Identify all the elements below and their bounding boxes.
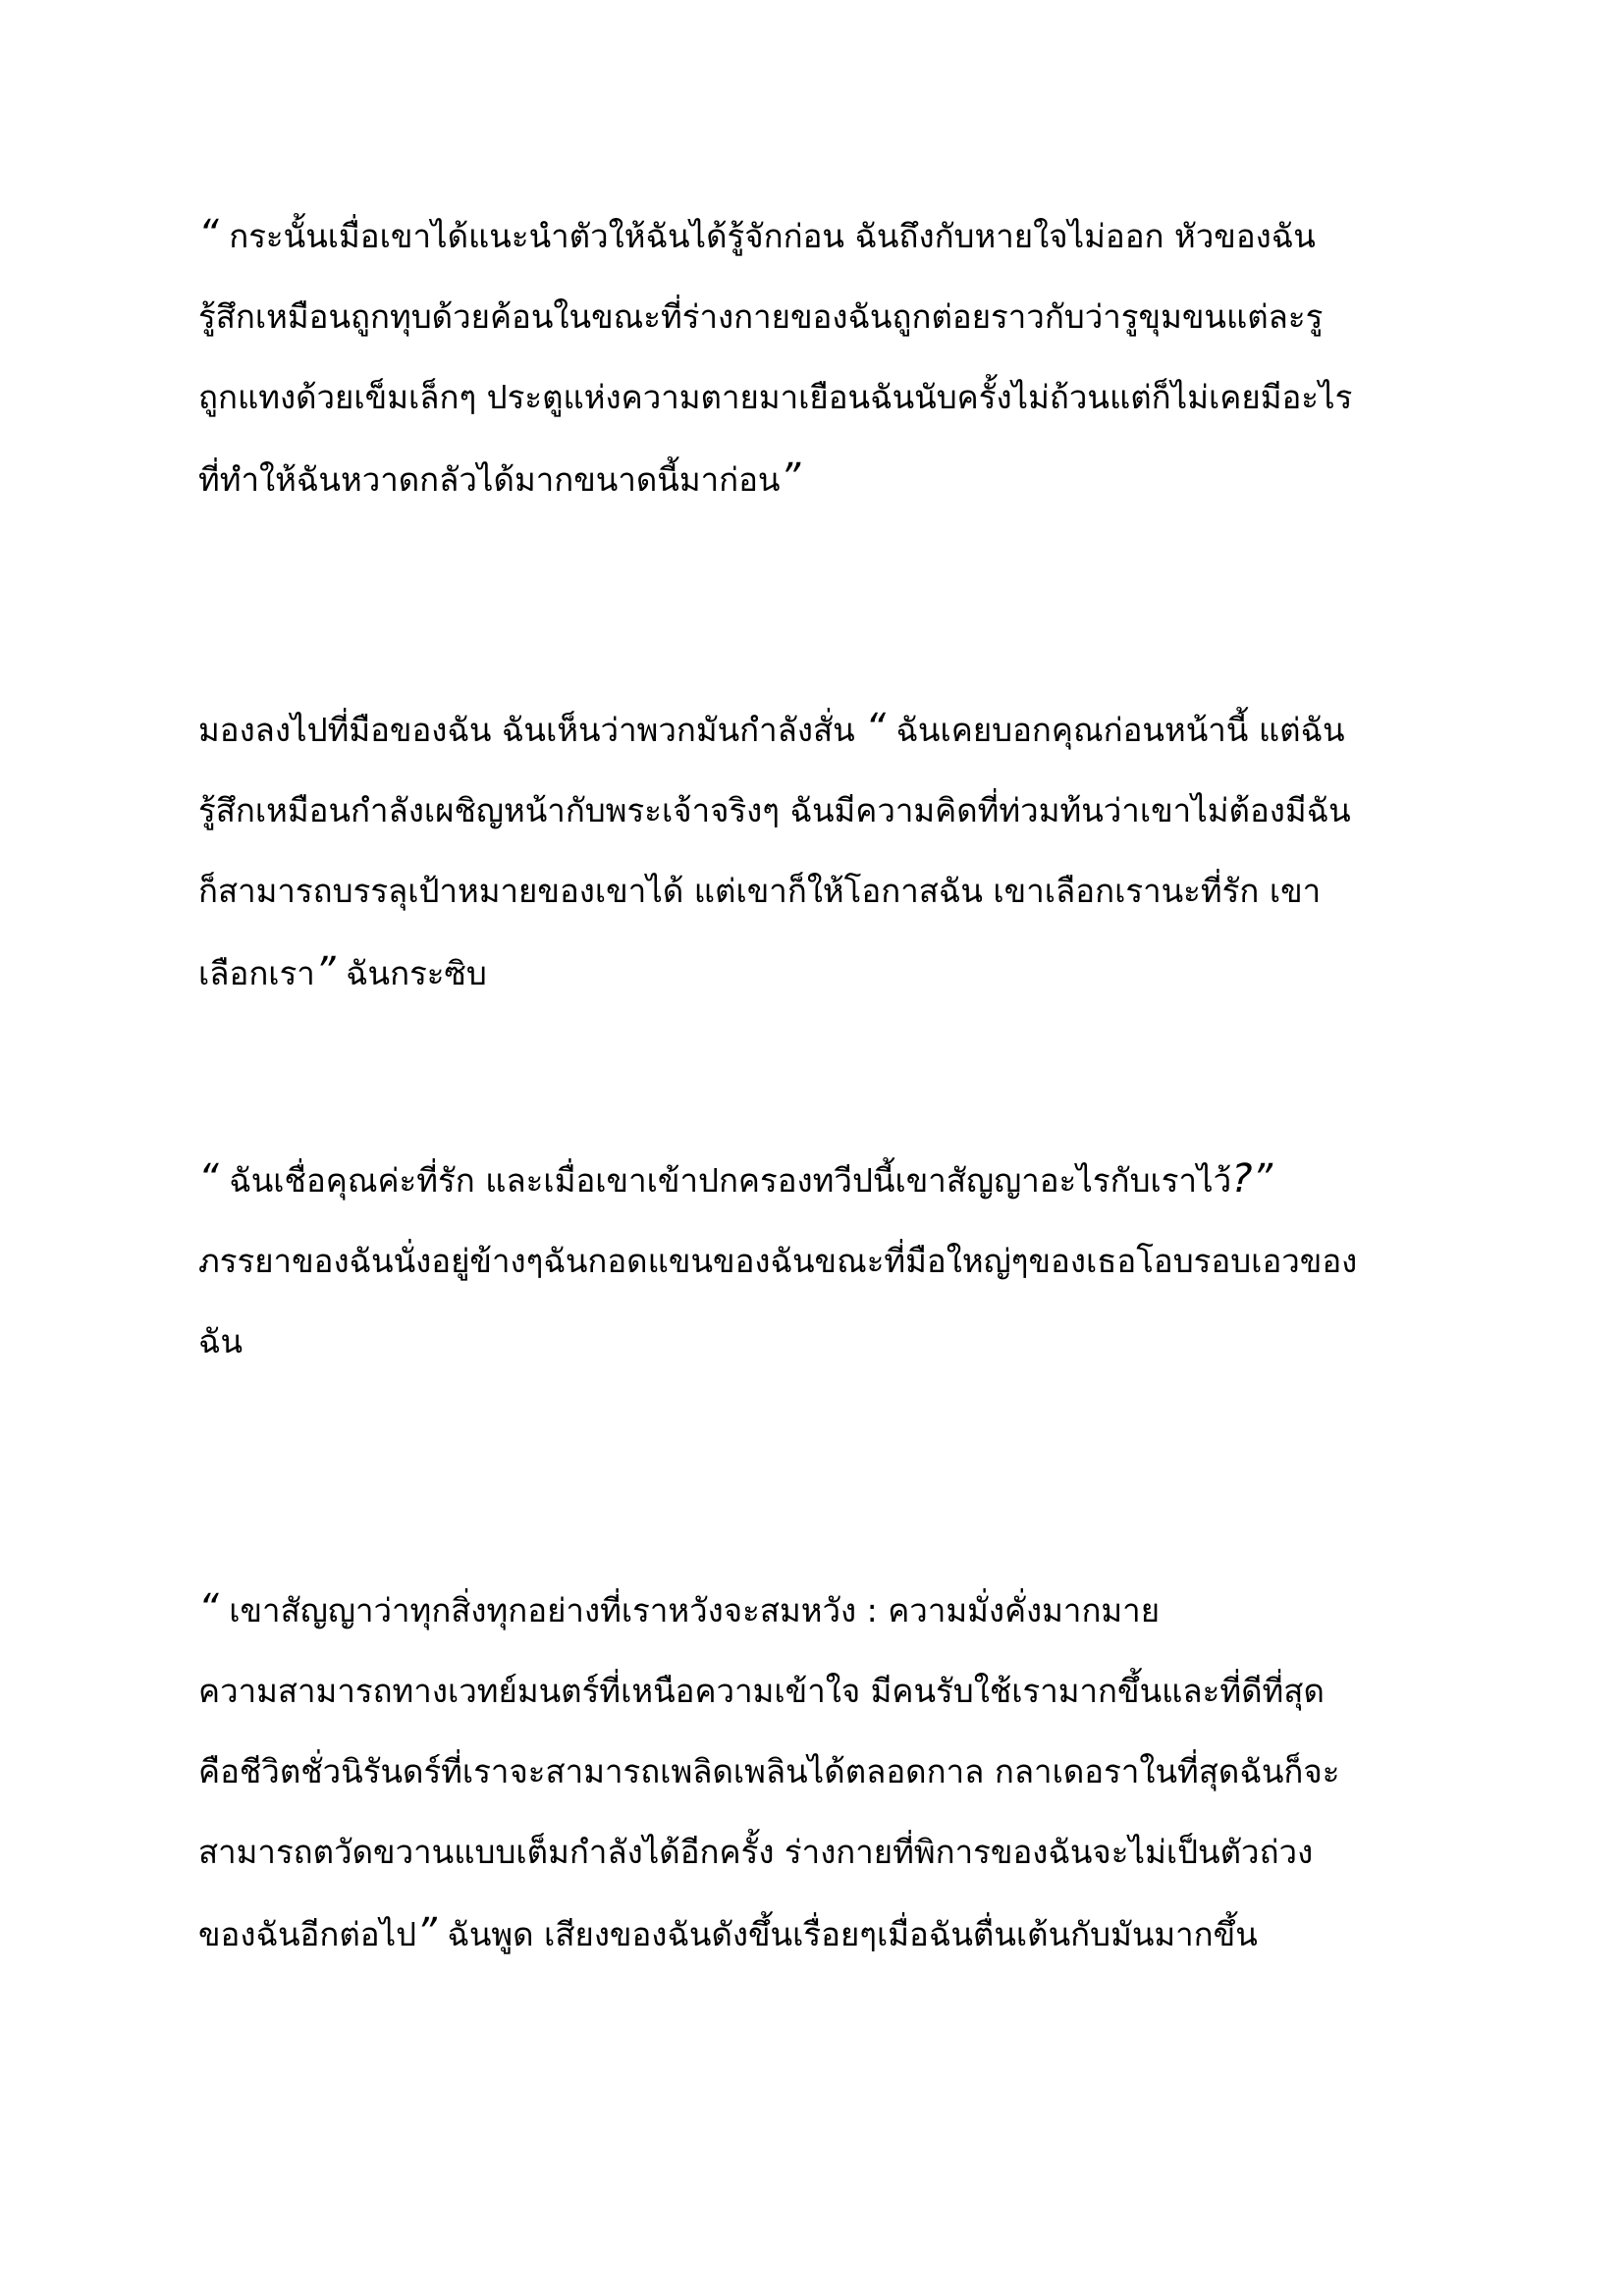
open-quote: “ (198, 212, 219, 257)
paragraph-line (198, 688, 1435, 771)
paragraph-1 (198, 194, 1435, 520)
paragraph-line (198, 194, 1435, 277)
paragraph-3 (198, 1139, 1435, 1382)
open-quote: “ (865, 706, 886, 751)
close-quote: ?” (1231, 1156, 1273, 1201)
paragraph-line: ความสามารถทางเวทย์มนตร์ที่เหนือความเข้าใจ มีคนรับใช้เรามากขึ้นและที่ดีที่สุด (198, 1672, 1325, 1710)
open-quote: “ (198, 1156, 219, 1201)
paragraph-line (198, 1893, 1435, 1975)
paragraph-line: สามารถตวัดขวานแบบเต็มกำลังได้อีกครั้ง ร่างกายที่พิการของฉันจะไม่เป็นตัวถ่วง (198, 1833, 1314, 1871)
line-text: ของฉันอีกต่อไป (198, 1915, 417, 1953)
line-text: เขาสัญญาว่าทุกสิ่งทุกอย่างที่เราหวังจะสมหวัง : ความมั่งคั่งมากมาย (218, 1591, 1161, 1629)
paragraph-2 (198, 688, 1435, 1014)
close-quote: ” (416, 1910, 437, 1955)
paragraph-line: ฉัน (198, 1322, 244, 1361)
close-quote: ” (780, 455, 801, 501)
paragraph-line (198, 932, 1435, 1014)
line-text: กระนั้นเมื่อเขาได้แนะนำตัวให้ฉันได้รู้จักก่อน ฉันถึงกับหายใจไม่ออก หัวของฉัน (218, 217, 1316, 255)
paragraph-4 (198, 1569, 1435, 1975)
close-quote: ” (314, 949, 336, 994)
line-text: ที่ทำให้ฉันหวาดกลัวได้มากขนาดนี้มาก่อน (198, 460, 781, 499)
line-text: ฉันเชื่อคุณค่ะที่รัก และเมื่อเขาเข้าปกครองทวีปนี้เขาสัญญาอะไรกับเราไว้ (218, 1161, 1232, 1200)
line-text: ฉันเคยบอกคุณก่อนหน้านี้ แต่ฉัน (885, 711, 1345, 749)
paragraph-line: ก็สามารถบรรลุเป้าหมายของเขาได้ แต่เขาก็ให้โอกาสฉัน เขาเลือกเรานะที่รัก เขา (198, 872, 1322, 910)
paragraph-line: ภรรยาของฉันนั่งอยู่ข้างๆฉันกอดแขนของฉันขณะที่มือใหญ่ๆของเธอโอบรอบเอวของ (198, 1242, 1358, 1280)
paragraph-line: คือชีวิตชั่วนิรันดร์ที่เราจะสามารถเพลิดเพลินได้ตลอดกาล กลาเดอราในที่สุดฉันก็จะ (198, 1752, 1340, 1790)
open-quote: “ (198, 1586, 219, 1631)
paragraph-line: ถูกแทงด้วยเข็มเล็กๆ ประตูแห่งความตายมาเยือนฉันนับครั้งไม่ถ้วนแต่ก็ไม่เคยมีอะไร (198, 378, 1353, 416)
line-text: มองลงไปที่มือของฉัน ฉันเห็นว่าพวกมันกำลังสั่น (198, 711, 866, 749)
line-text: ฉันกระซิบ (335, 954, 487, 992)
paragraph-line (198, 1139, 1435, 1221)
paragraph-line: รู้สึกเหมือนกำลังเผชิญหน้ากับพระเจ้าจริงๆ ฉันมีความคิดที่ท่วมท้นว่าเขาไม่ต้องมีฉัน (198, 791, 1351, 829)
line-text: ฉันพูด เสียงของฉันดังขึ้นเรื่อยๆเมื่อฉันตื่นเต้นกับมันมากขึ้น (436, 1915, 1258, 1953)
paragraph-line (198, 1569, 1435, 1651)
paragraph-line (198, 438, 1435, 520)
line-text: เลือกเรา (198, 954, 315, 992)
paragraph-line: รู้สึกเหมือนถูกทุบด้วยค้อนในขณะที่ร่างกายของฉันถูกต่อยราวกับว่ารูขุมขนแต่ละรู (198, 297, 1324, 336)
